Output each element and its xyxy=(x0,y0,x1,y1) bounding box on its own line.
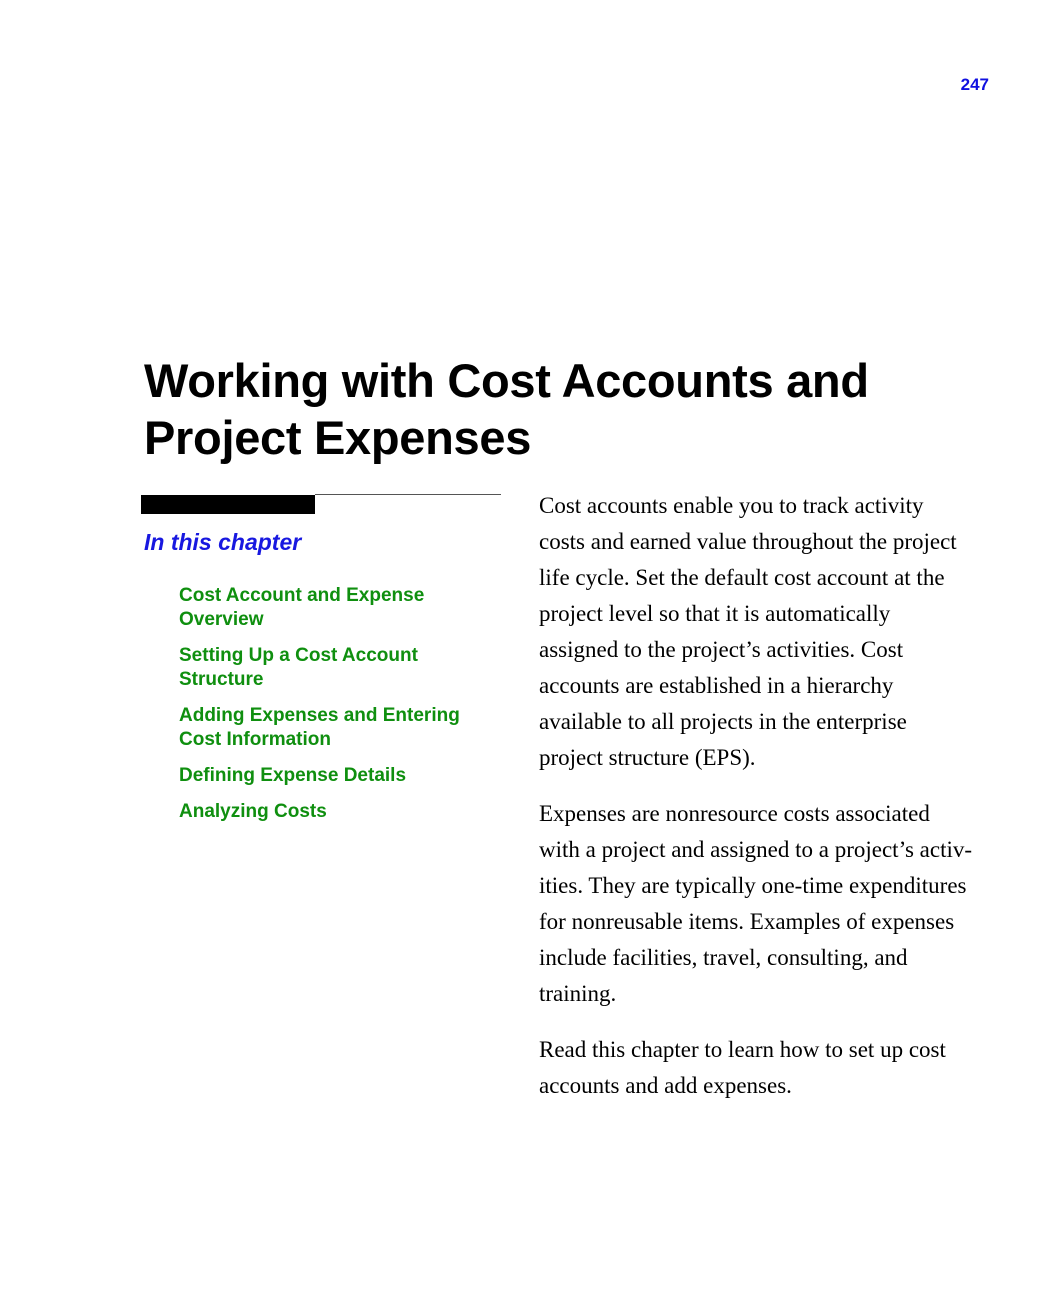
toc-link-adding-expenses[interactable] xyxy=(179,704,499,752)
toc-link-expense-details[interactable] xyxy=(179,764,499,788)
text-line: life cycle. Set the default cost account at the xyxy=(539,565,945,590)
text-line: Expenses are nonresource costs associated xyxy=(539,801,930,826)
text-line: Cost accounts enable you to track activity xyxy=(539,493,924,518)
toc-link-text: Cost Information xyxy=(179,729,331,750)
in-this-chapter-heading: In this chapter xyxy=(144,529,302,555)
body-paragraph-3 xyxy=(539,1032,1009,1104)
text-line: accounts and add expenses. xyxy=(539,1073,792,1098)
toc-link-cost-account-structure[interactable] xyxy=(179,644,499,692)
text-line: ities. They are typically one-time expenditures xyxy=(539,873,967,898)
toc-link-text: Overview xyxy=(179,609,264,630)
toc-link-text: Defining Expense Details xyxy=(179,765,407,786)
text-line: include facilities, travel, consulting, and xyxy=(539,945,908,970)
body-text xyxy=(539,488,1009,1124)
text-line: available to all projects in the enterprise xyxy=(539,709,907,734)
chapter-rule-thin xyxy=(315,494,501,495)
chapter-title xyxy=(144,352,1024,466)
toc-link-text: Cost Account and Expense xyxy=(179,585,425,606)
page-number: 247 xyxy=(960,75,989,94)
text-line: project level so that it is automatically xyxy=(539,601,891,626)
chapter-title-line-2: Project Expenses xyxy=(144,411,532,464)
toc-link-text: Analyzing Costs xyxy=(179,801,327,822)
toc-link-text: Setting Up a Cost Account xyxy=(179,645,418,666)
text-line: project structure (EPS). xyxy=(539,745,756,770)
text-line: assigned to the project’s activities. Cost xyxy=(539,637,904,662)
text-line: costs and earned value throughout the project xyxy=(539,529,957,554)
toc-link-text: Structure xyxy=(179,669,264,690)
chapter-contents-list xyxy=(179,584,499,836)
chapter-title-line-1: Working with Cost Accounts and xyxy=(144,354,869,407)
toc-link-text: Adding Expenses and Entering xyxy=(179,705,460,726)
text-line: training. xyxy=(539,981,617,1006)
chapter-rule-thick xyxy=(141,495,315,514)
body-paragraph-1 xyxy=(539,488,1009,776)
toc-link-cost-account-overview[interactable] xyxy=(179,584,499,632)
text-line: with a project and assigned to a project’s activ- xyxy=(539,837,973,862)
body-paragraph-2 xyxy=(539,796,1009,1012)
text-line: accounts are established in a hierarchy xyxy=(539,673,894,698)
toc-link-analyzing-costs[interactable] xyxy=(179,800,499,824)
text-line: Read this chapter to learn how to set up cost xyxy=(539,1037,946,1062)
text-line: for nonreusable items. Examples of expenses xyxy=(539,909,955,934)
